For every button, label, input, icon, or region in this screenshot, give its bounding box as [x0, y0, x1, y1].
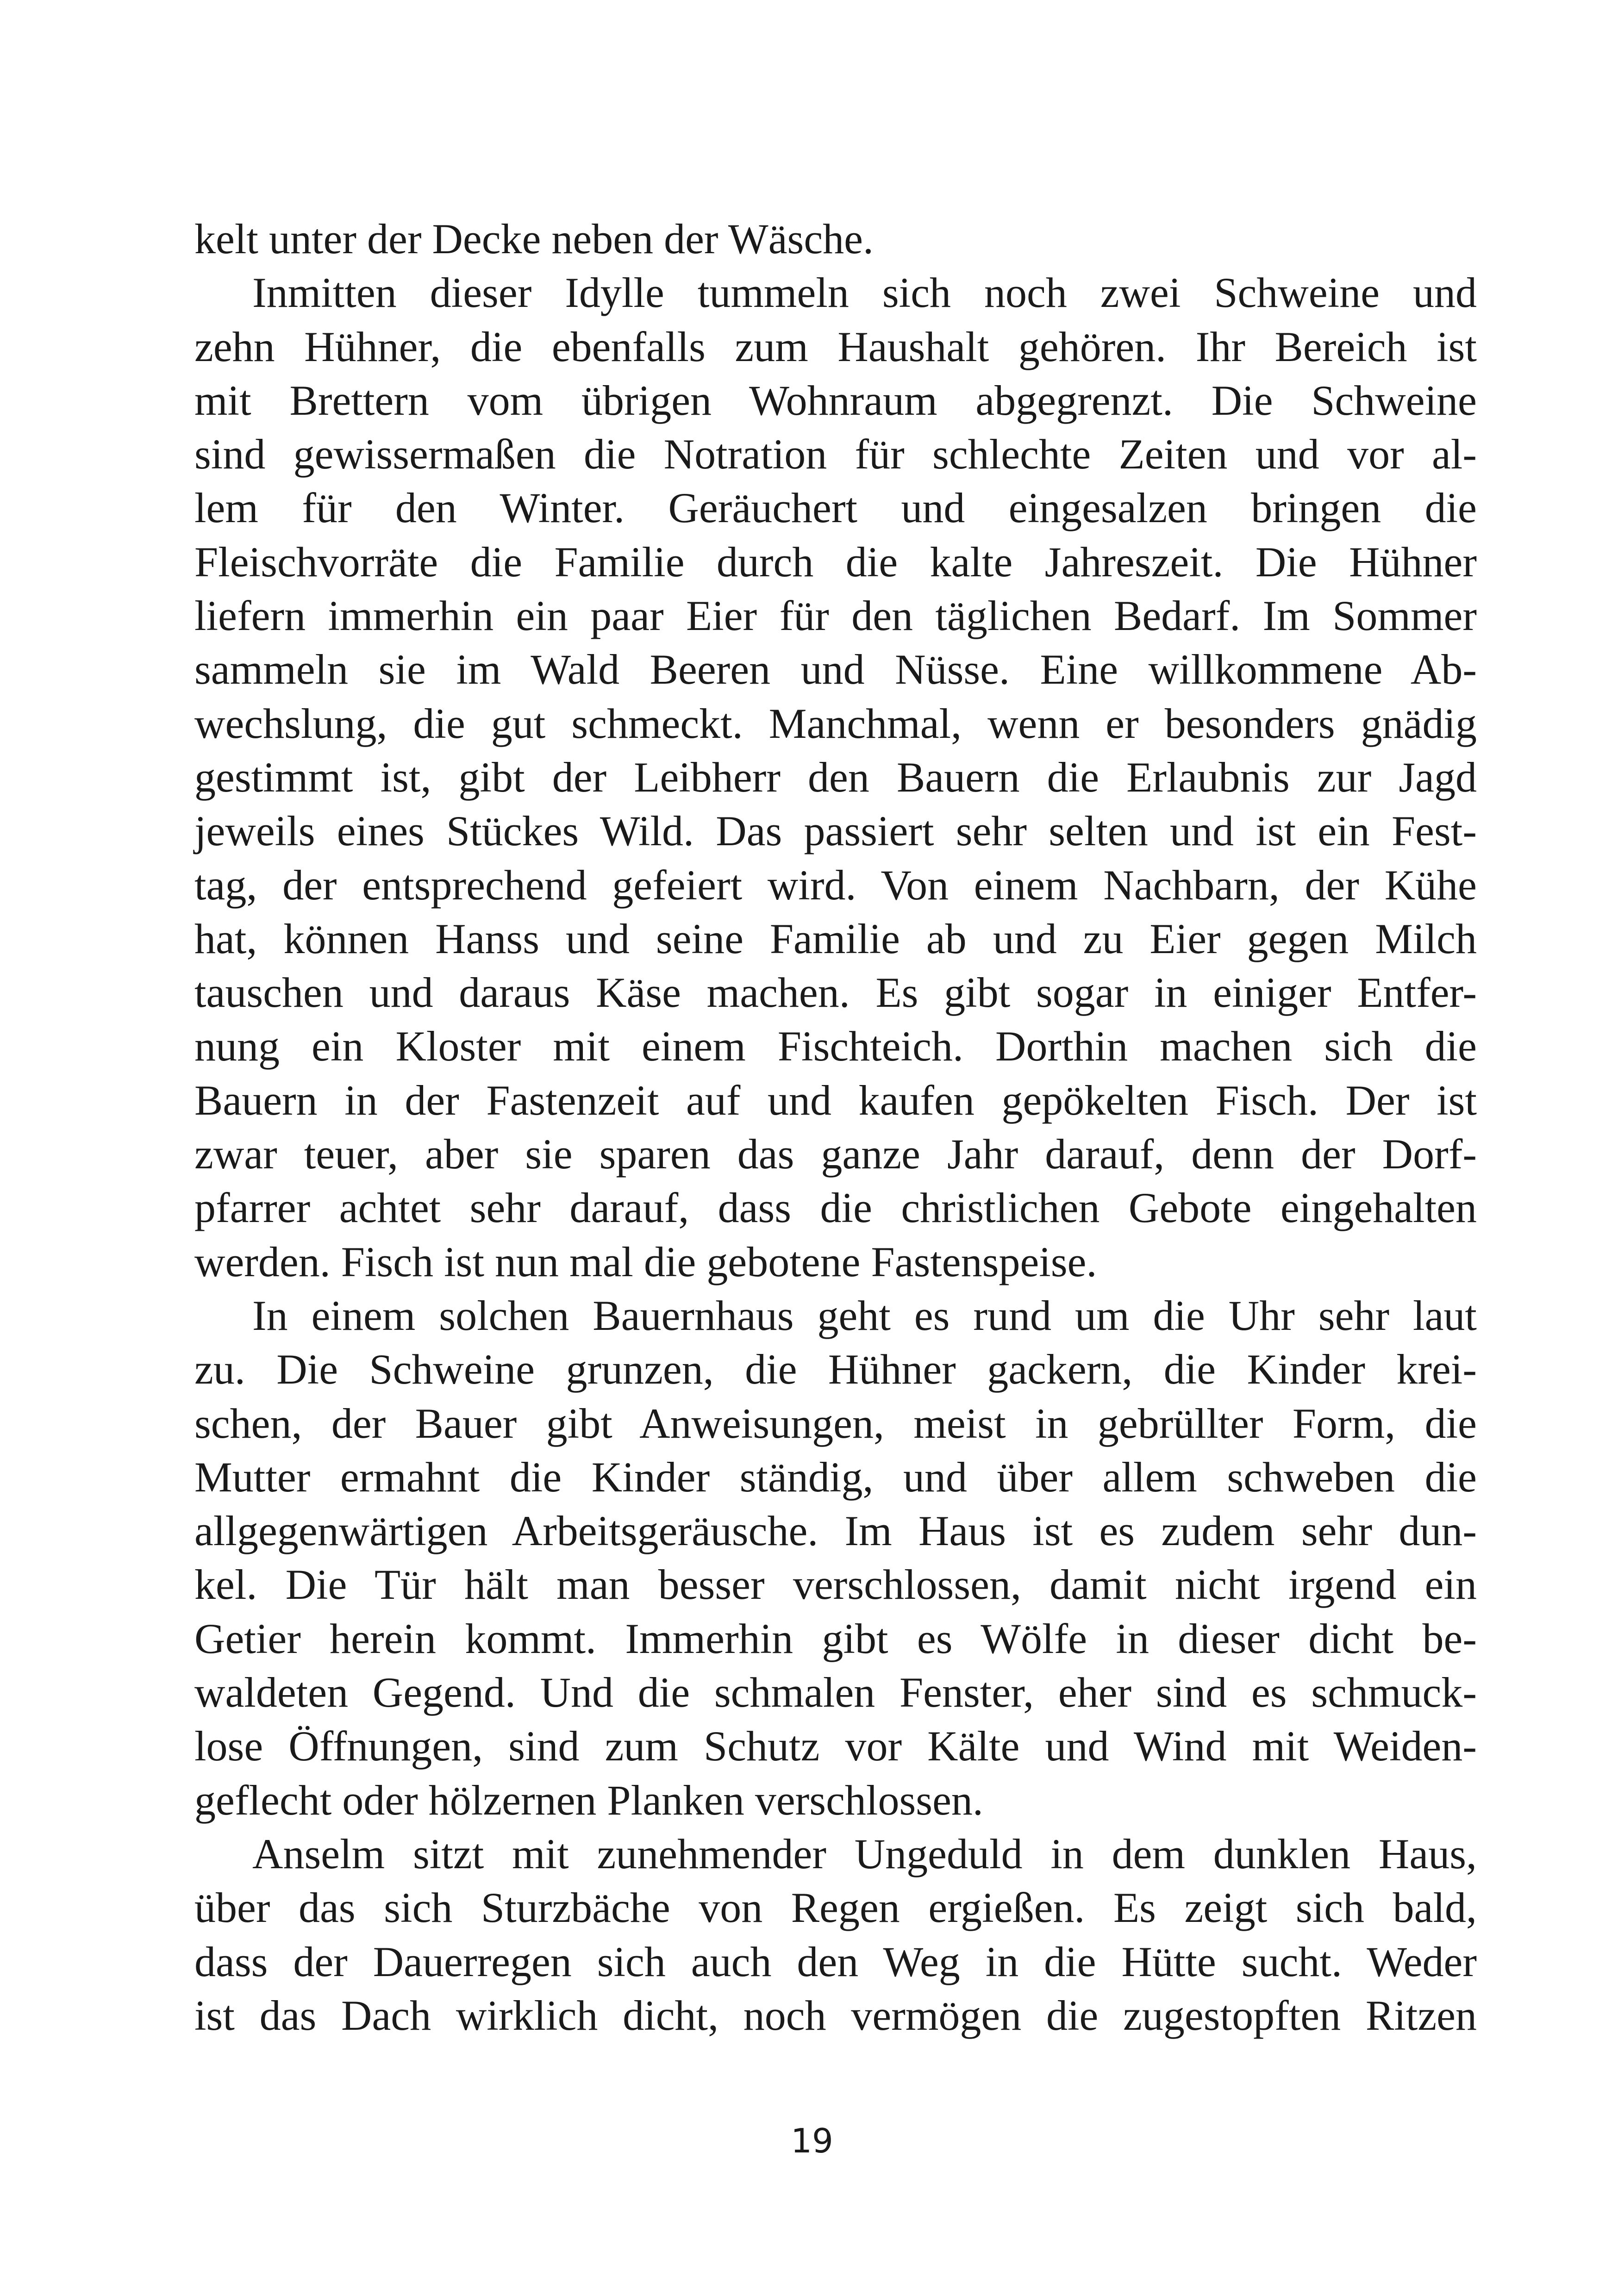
text-line: kel. Die Tür hält man besser verschlossen, damit nicht irgend ein — [194, 1561, 1477, 1609]
text-line: lose Öffnungen, sind zum Schutz vor Kälte und Wind mit Weiden- — [194, 1722, 1477, 1770]
text-line: zehn Hühner, die ebenfalls zum Haushalt gehören. Ihr Bereich ist — [194, 323, 1477, 370]
text-line: dass der Dauerregen sich auch den Weg in die Hütte sucht. Weder — [194, 1938, 1477, 1985]
text-line: geflecht oder hölzernen Planken verschlossen. — [194, 1776, 983, 1824]
text-line: schen, der Bauer gibt Anweisungen, meist in gebrüllter Form, die — [194, 1399, 1477, 1447]
text-line: Mutter ermahnt die Kinder ständig, und über allem schweben die — [194, 1453, 1477, 1501]
text-line: nung ein Kloster mit einem Fischteich. Dorthin machen sich die — [194, 1023, 1477, 1070]
text-line: über das sich Sturzbäche von Regen ergießen. Es zeigt sich bald, — [194, 1884, 1477, 1932]
text-line: Fleischvorräte die Familie durch die kalte Jahreszeit. Die Hühner — [194, 538, 1477, 586]
text-line: Anselm sitzt mit zunehmender Ungeduld in dem dunklen Haus, — [252, 1830, 1477, 1877]
text-line: pfarrer achtet sehr darauf, dass die christlichen Gebote eingehalten — [194, 1184, 1477, 1232]
text-line: liefern immerhin ein paar Eier für den täglichen Bedarf. Im Sommer — [194, 592, 1477, 640]
text-line: werden. Fisch ist nun mal die gebotene Fastenspeise. — [194, 1238, 1097, 1285]
text-line: In einem solchen Bauernhaus geht es rund um die Uhr sehr laut — [252, 1291, 1477, 1339]
text-line: Getier herein kommt. Immerhin gibt es Wölfe in dieser dicht be- — [194, 1615, 1477, 1662]
text-line: tag, der entsprechend gefeiert wird. Von einem Nachbarn, der Kühe — [194, 861, 1477, 909]
text-line: lem für den Winter. Geräuchert und eingesalzen bringen die — [194, 484, 1477, 532]
paragraph — [194, 1827, 1477, 2042]
body-text — [194, 212, 1477, 2042]
page-number: 19 — [791, 2121, 833, 2160]
text-line: sammeln sie im Wald Beeren und Nüsse. Eine willkommene Ab- — [194, 646, 1477, 693]
text-line: Bauern in der Fastenzeit auf und kaufen gepökelten Fisch. Der ist — [194, 1076, 1477, 1124]
text-line: sind gewissermaßen die Notration für schlechte Zeiten und vor al- — [194, 430, 1477, 478]
text-line: ist das Dach wirklich dicht, noch vermögen die zugestopften Ritzen — [194, 1991, 1477, 2039]
paragraph — [194, 266, 1477, 1289]
text-line: zu. Die Schweine grunzen, die Hühner gackern, die Kinder krei- — [194, 1346, 1477, 1393]
text-line: wechslung, die gut schmeckt. Manchmal, wenn er besonders gnädig — [194, 699, 1477, 747]
text-line: tauschen und daraus Käse machen. Es gibt sogar in einiger Entfer- — [194, 969, 1477, 1017]
text-line: hat, können Hanss und seine Familie ab und zu Eier gegen Milch — [194, 915, 1477, 962]
text-line: allgegenwärtigen Arbeitsgeräusche. Im Haus ist es zudem sehr dun- — [194, 1507, 1477, 1555]
text-line: gestimmt ist, gibt der Leibherr den Bauern die Erlaubnis zur Jagd — [194, 753, 1477, 801]
text-line: zwar teuer, aber sie sparen das ganze Jahr darauf, denn der Dorf- — [194, 1130, 1477, 1178]
text-line: kelt unter der Decke neben der Wäsche. — [194, 215, 874, 262]
text-line: mit Brettern vom übrigen Wohnraum abgegrenzt. Die Schweine — [194, 376, 1477, 424]
paragraph — [194, 1289, 1477, 1827]
text-line: Inmitten dieser Idylle tummeln sich noch zwei Schweine und — [252, 269, 1477, 317]
text-line: jeweils eines Stückes Wild. Das passiert sehr selten und ist ein Fest- — [194, 807, 1477, 855]
text-line: waldeten Gegend. Und die schmalen Fenster, eher sind es schmuck- — [194, 1669, 1477, 1716]
paragraph — [194, 212, 1477, 266]
